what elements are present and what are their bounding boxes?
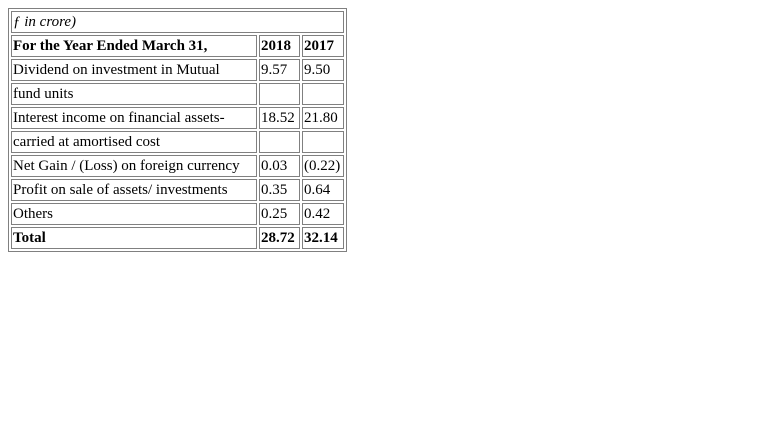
row-label: Dividend on investment in Mutual [11, 59, 257, 81]
row-label: Others [11, 203, 257, 225]
row-value-2017: 0.42 [302, 203, 344, 225]
row-value-2017: 0.64 [302, 179, 344, 201]
table-row [11, 107, 344, 129]
row-label: Interest income on financial assets- [11, 107, 257, 129]
row-label: fund units [11, 83, 257, 105]
row-value-2017: 9.50 [302, 59, 344, 81]
total-value-2017: 32.14 [302, 227, 344, 249]
row-value-2017: (0.22) [302, 155, 344, 177]
header-2018: 2018 [259, 35, 300, 57]
row-value-2017: 21.80 [302, 107, 344, 129]
row-value-2018 [259, 131, 300, 153]
table-row [11, 203, 344, 225]
header-2017: 2017 [302, 35, 344, 57]
table-row [11, 131, 344, 153]
table-row [11, 59, 344, 81]
row-label: Net Gain / (Loss) on foreign currency [11, 155, 257, 177]
row-value-2017 [302, 83, 344, 105]
row-value-2018 [259, 83, 300, 105]
row-label: carried at amortised cost [11, 131, 257, 153]
row-value-2018: 0.03 [259, 155, 300, 177]
total-value-2018: 28.72 [259, 227, 300, 249]
row-label: Profit on sale of assets/ investments [11, 179, 257, 201]
unit-note: ƒ in crore) [11, 11, 344, 33]
header-row [11, 35, 344, 57]
other-income-table [8, 8, 347, 252]
row-value-2018: 0.25 [259, 203, 300, 225]
row-value-2018: 18.52 [259, 107, 300, 129]
total-row [11, 227, 344, 249]
table-row [11, 83, 344, 105]
table-row [11, 155, 344, 177]
header-label: For the Year Ended March 31, [11, 35, 257, 57]
table-container [8, 8, 347, 252]
unit-row [11, 11, 344, 33]
row-value-2018: 0.35 [259, 179, 300, 201]
row-value-2018: 9.57 [259, 59, 300, 81]
table-row [11, 179, 344, 201]
total-label: Total [11, 227, 257, 249]
row-value-2017 [302, 131, 344, 153]
